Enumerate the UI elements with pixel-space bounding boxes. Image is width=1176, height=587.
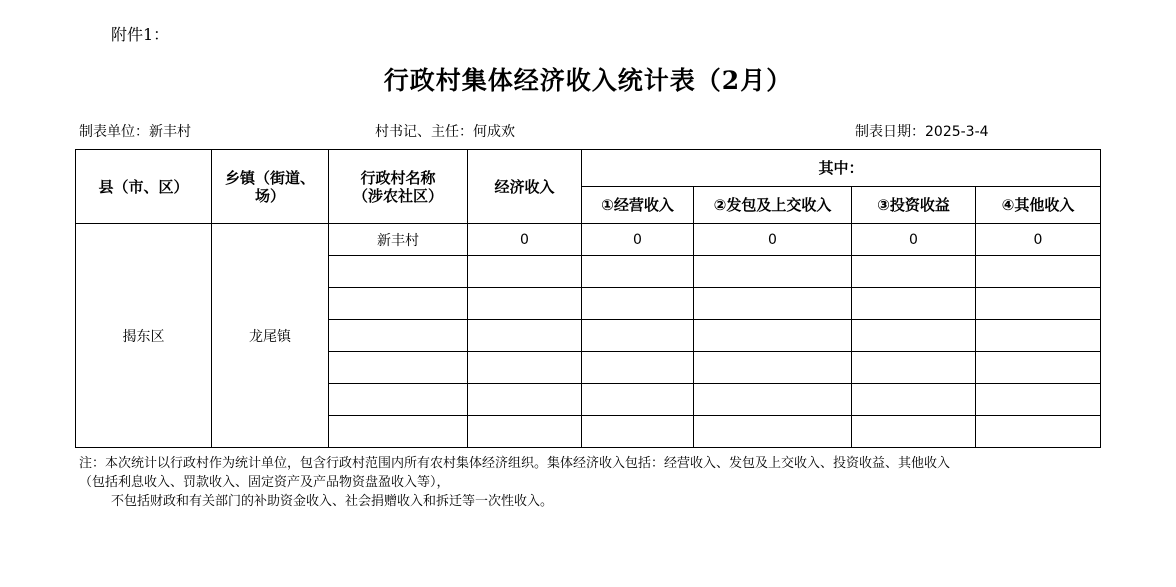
village-secretary: 村书记、主任：何成欢 (375, 124, 515, 140)
income-cell: 0 (468, 224, 582, 256)
header-investment-income: ③投资收益 (852, 187, 976, 224)
footnote (79, 454, 1159, 511)
other-cell (976, 288, 1101, 320)
document-title: 行政村集体经济收入统计表（2月） (383, 66, 793, 95)
operating-cell (582, 320, 694, 352)
income-statistics-table (75, 149, 1101, 448)
header-row-1 (76, 150, 1101, 187)
operating-cell (582, 256, 694, 288)
header-contract-income: ②发包及上交收入 (694, 187, 852, 224)
table-row (76, 224, 1101, 256)
county-cell: 揭东区 (76, 224, 212, 448)
header-operating-income: ①经营收入 (582, 187, 694, 224)
header-village-line2: （涉农社区） (352, 186, 443, 205)
header-town-line1: 乡镇（街道、 (224, 168, 315, 187)
operating-cell (582, 416, 694, 448)
income-cell (468, 320, 582, 352)
operating-cell: 0 (582, 224, 694, 256)
contract-cell: 0 (694, 224, 852, 256)
operating-cell (582, 384, 694, 416)
village-cell (329, 352, 468, 384)
header-income: 经济收入 (468, 150, 582, 224)
village-cell (329, 320, 468, 352)
header-county: 县（市、区） (76, 150, 212, 224)
investment-cell (852, 384, 976, 416)
contract-cell (694, 384, 852, 416)
other-cell (976, 320, 1101, 352)
investment-cell: 0 (852, 224, 976, 256)
header-town-line2: 场） (254, 186, 285, 205)
prepared-by-unit: 制表单位：新丰村 (79, 124, 191, 140)
income-cell (468, 352, 582, 384)
prepared-date: 制表日期：2025-3-4 (855, 124, 989, 140)
other-cell: 0 (976, 224, 1101, 256)
attachment-label: 附件1： (111, 25, 170, 44)
footnote-line-1: 注：本次统计以行政村作为统计单位，包含行政村范围内所有农村集体经济组织。集体经济收入包括：经营收入、发包及上交收入、投资收益、其他收入 (79, 456, 951, 471)
other-cell (976, 416, 1101, 448)
investment-cell (852, 256, 976, 288)
investment-cell (852, 416, 976, 448)
header-other-income: ④其他收入 (976, 187, 1101, 224)
income-cell (468, 384, 582, 416)
header-village-line1: 行政村名称 (360, 168, 436, 187)
village-cell (329, 384, 468, 416)
header-town (212, 150, 329, 224)
operating-cell (582, 288, 694, 320)
other-cell (976, 384, 1101, 416)
income-cell (468, 256, 582, 288)
other-cell (976, 256, 1101, 288)
investment-cell (852, 352, 976, 384)
header-village (329, 150, 468, 224)
contract-cell (694, 288, 852, 320)
town-cell: 龙尾镇 (212, 224, 329, 448)
village-cell (329, 416, 468, 448)
investment-cell (852, 320, 976, 352)
income-cell (468, 416, 582, 448)
village-cell (329, 288, 468, 320)
other-cell (976, 352, 1101, 384)
contract-cell (694, 416, 852, 448)
contract-cell (694, 352, 852, 384)
footnote-line-2: （包括利息收入、罚款收入、固定资产及产品物资盘盈收入等）， (79, 475, 450, 490)
income-cell (468, 288, 582, 320)
header-among: 其中： (582, 150, 1101, 187)
footnote-line-3: 不包括财政和有关部门的补助资金收入、社会捐赠收入和拆迁等一次性收入。 (111, 494, 554, 509)
operating-cell (582, 352, 694, 384)
investment-cell (852, 288, 976, 320)
village-cell: 新丰村 (329, 224, 468, 256)
contract-cell (694, 320, 852, 352)
contract-cell (694, 256, 852, 288)
village-cell (329, 256, 468, 288)
